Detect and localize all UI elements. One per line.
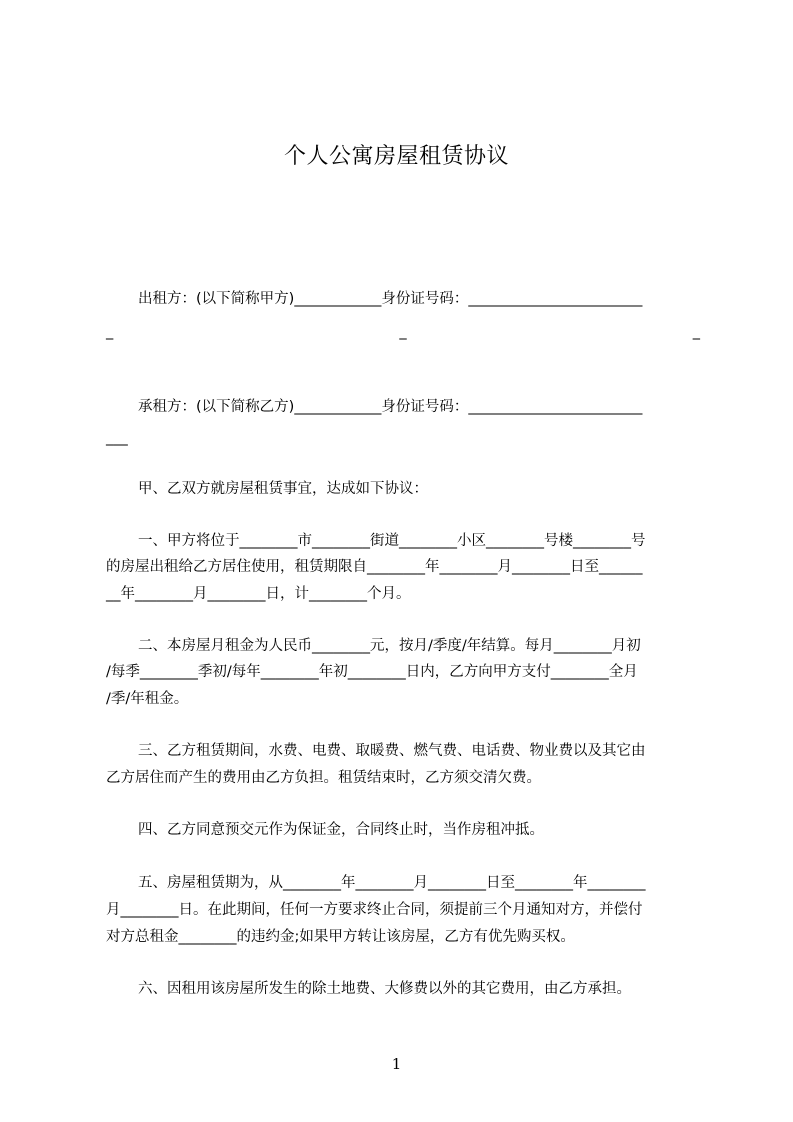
document-title: 个人公寓房屋租赁协议 — [283, 144, 509, 169]
clause-5-line-3: 对方总租金________的违约金;如果甲方转让该房屋，乙方有优先购买权。 — [106, 929, 575, 945]
page-number: 1 — [391, 1055, 402, 1073]
lessor-cont-left: _ — [106, 324, 114, 340]
clause-5-line-2: 月________日。在此期间，任何一方要求终止合同，须提前三个月通知对方，并偿付 — [106, 902, 643, 918]
clause-3-line-1: 三、乙方租赁期间，水费、电费、取暖费、燃气费、电话费、物业费以及其它由 — [138, 743, 646, 759]
clause-3-line-2: 乙方居住而产生的费用由乙方负担。租赁结束时，乙方须交清欠费。 — [106, 770, 541, 786]
lessor-cont-right: _ — [692, 324, 700, 340]
clause-2-line-3: /季/年租金。 — [106, 691, 189, 707]
clause-6-line-1: 六、因租用该房屋所发生的除土地费、大修费以外的其它费用，由乙方承担。 — [138, 981, 631, 997]
clause-2-line-2: /每季________季初/每年________年初________日内，乙方向甲方支付________全月 — [106, 664, 638, 680]
clause-1-line-2: 的房屋出租给乙方居住使用，租赁期限自________年________月________日至______ — [106, 559, 643, 575]
lessor-continuation — [106, 322, 700, 342]
lessor-line: 出租方：(以下简称甲方)____________身份证号码：________________________ — [138, 291, 643, 307]
clause-2-line-1: 二、本房屋月租金为人民币________元，按月/季度/年结算。每月________月初 — [138, 638, 641, 654]
lessee-continuation: ___ — [106, 430, 128, 446]
clause-1-line-3: __年________月________日，计________个月。 — [106, 586, 411, 602]
clause-1-line-1: 一、甲方将位于________市________街道________小区________号楼________号 — [138, 533, 646, 549]
lessee-line: 承租方：(以下简称乙方)____________身份证号码：________________________ — [138, 399, 643, 415]
intro-paragraph: 甲、乙双方就房屋租赁事宜，达成如下协议： — [138, 481, 428, 497]
clause-4-line-1: 四、乙方同意预交元作为保证金，合同终止时，当作房租冲抵。 — [138, 822, 544, 838]
clause-5-line-1: 五、房屋租赁期为，从________年________月________日至________年________ — [138, 875, 646, 891]
lessor-cont-mid: _ — [399, 324, 407, 340]
